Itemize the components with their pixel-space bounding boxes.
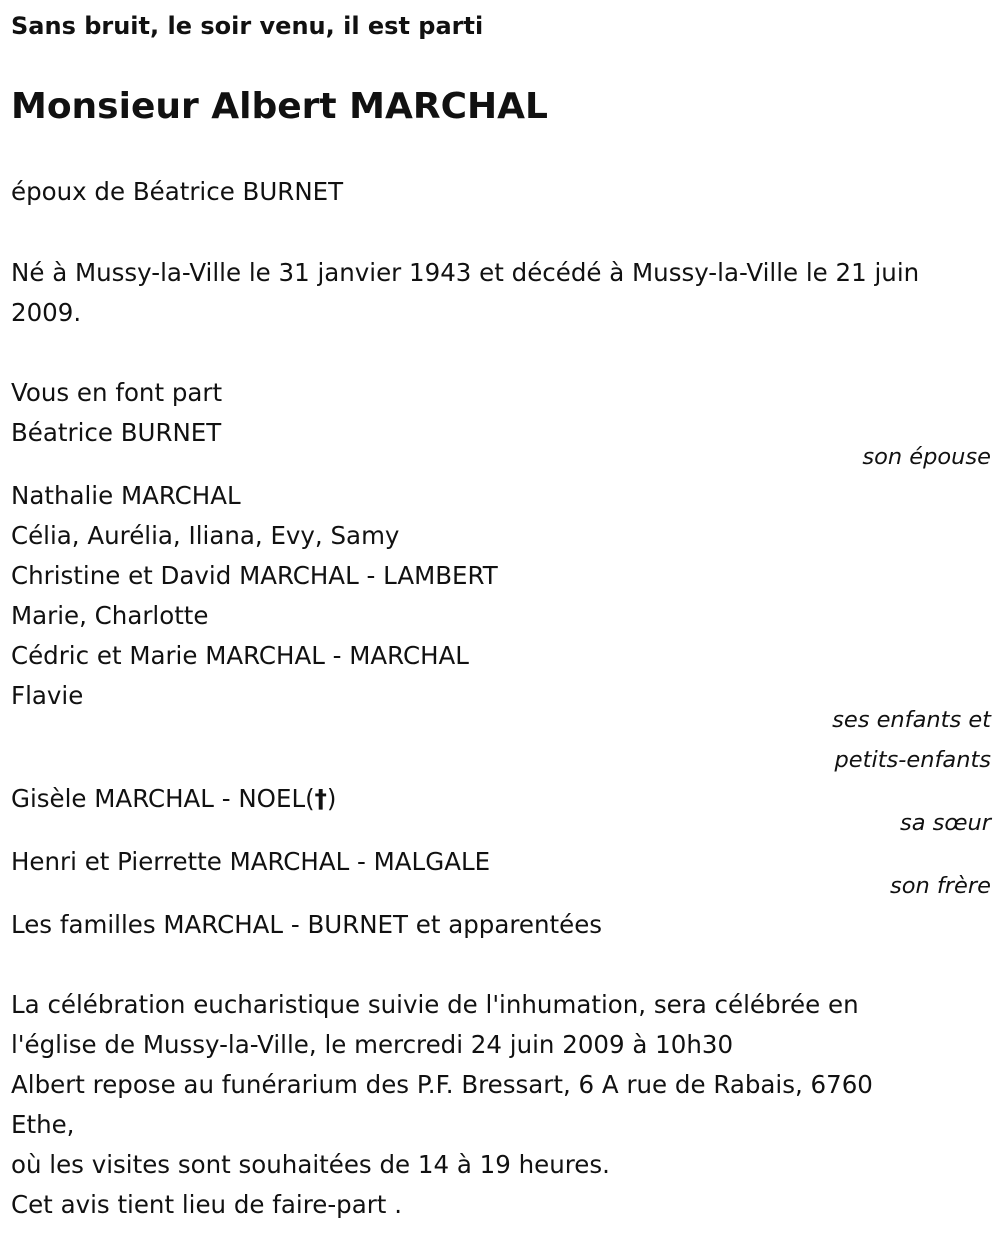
family-role-line: petits-enfants [834, 747, 991, 773]
ceremony-line: où les visites sont souhaitées de 14 à 19 heures. [11, 1150, 610, 1179]
spouse-line: époux de Béatrice BURNET [11, 177, 344, 206]
deceased-cross-icon: † [314, 784, 327, 813]
ceremony-line: l'église de Mussy-la-Ville, le mercredi 24 juin 2009 à 10h30 [11, 1030, 734, 1059]
epigraph: Sans bruit, le soir venu, il est parti [11, 12, 484, 40]
family-name-line: Célia, Aurélia, Iliana, Evy, Samy [11, 521, 400, 550]
families-line: Les familles MARCHAL - BURNET et apparentées [11, 910, 603, 939]
ceremony-line: La célébration eucharistique suivie de l'inhumation, sera célébrée en [11, 990, 859, 1019]
family-name-line: Marie, Charlotte [11, 601, 209, 630]
family-role-line: son frère [889, 873, 991, 899]
family-name-line: Christine et David MARCHAL - LAMBERT [11, 561, 498, 590]
family-name-line: Béatrice BURNET [11, 418, 222, 447]
announcement-intro: Vous en font part [11, 378, 223, 407]
family-name-line: Cédric et Marie MARCHAL - MARCHAL [11, 641, 469, 670]
deceased-name-title: Monsieur Albert MARCHAL [11, 86, 548, 127]
family-name-line: Henri et Pierrette MARCHAL - MALGALE [11, 847, 491, 876]
family-role-line: ses enfants et [832, 707, 991, 733]
sister-name-suffix: ) [326, 784, 337, 813]
sister-name: Gisèle MARCHAL - NOEL( [11, 784, 315, 813]
ceremony-line: Ethe, [11, 1110, 75, 1139]
birth-death-line-2: 2009. [11, 298, 82, 327]
ceremony-line: Albert repose au funérarium des P.F. Bressart, 6 A rue de Rabais, 6760 [11, 1070, 873, 1099]
ceremony-line: Cet avis tient lieu de faire-part . [11, 1190, 402, 1219]
family-name-line [11, 779, 336, 819]
family-role-line: son épouse [862, 444, 991, 470]
family-name-line: Nathalie MARCHAL [11, 481, 241, 510]
family-role-line: sa sœur [899, 810, 991, 836]
family-name-line: Flavie [11, 681, 84, 710]
birth-death-line-1: Né à Mussy-la-Ville le 31 janvier 1943 et décédé à Mussy-la-Ville le 21 juin [11, 258, 920, 287]
